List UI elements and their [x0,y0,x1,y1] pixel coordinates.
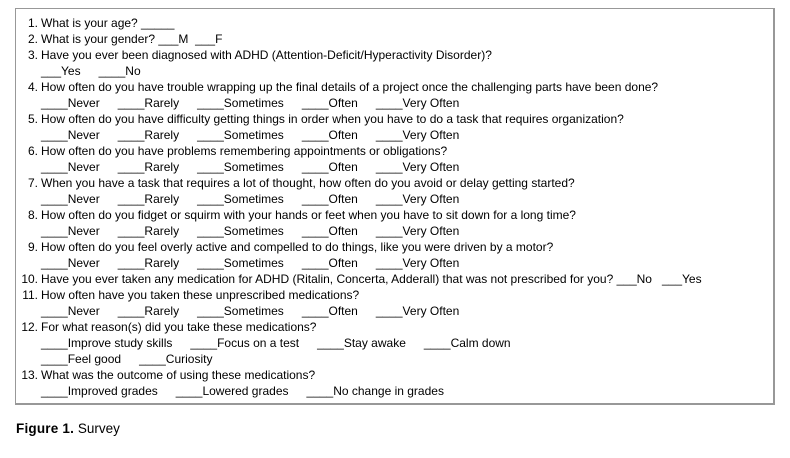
question-number: 4. [27,80,38,94]
question-row [20,47,765,63]
answer-option: ____Very Often [375,256,460,270]
answer-option: ____Calm down [423,336,511,350]
answer-option: ____Sometimes [197,304,284,318]
answer-option: ____Often [301,304,358,318]
answer-option: ____Improve study skills [41,336,173,350]
answer-option: ____Feel good [41,352,122,366]
question-row [20,79,765,95]
answer-row [41,127,765,143]
answer-option: ____Stay awake [317,336,406,350]
answer-option: ____No [98,64,141,78]
question-number: 12. [21,320,38,334]
answer-option: ____Never [41,96,100,110]
answer-row [41,63,765,79]
question-row [20,239,765,255]
question-row [20,319,765,335]
answer-row [41,351,765,367]
answer-option: ____Rarely [117,256,180,270]
question-row [20,15,765,31]
question-row [20,143,765,159]
answer-option: ____Very Often [375,160,460,174]
answer-option: ____Lowered grades [175,384,289,398]
answer-option: ____Often [301,160,358,174]
answer-option: ___Yes [41,64,81,78]
answer-option: ____Often [301,224,358,238]
question-row [20,367,765,383]
answer-option: ____Often [301,96,358,110]
question-text: How often do you have difficulty getting things in order when you have to do a task that requires organization? [41,112,624,126]
answer-option: ____Very Often [375,128,460,142]
answer-option: ____Sometimes [197,192,284,206]
question-row [20,287,765,303]
question-text: How often do you have trouble wrapping up the final details of a project once the challenging parts have been done? [41,80,659,94]
question-row [20,175,765,191]
answer-row [41,191,765,207]
answer-option: ____Rarely [117,160,180,174]
question-text: How often do you fidget or squirm with your hands or feet when you have to sit down for a long time? [41,208,576,222]
answer-option: ____Never [41,128,100,142]
question-row [20,207,765,223]
question-number: 5. [27,112,38,126]
question-text: Have you ever been diagnosed with ADHD (Attention-Deficit/Hyperactivity Disorder)? [41,48,492,62]
question-text: What was the outcome of using these medications? [41,368,316,382]
answer-option: ____Never [41,192,100,206]
answer-option: ____Very Often [375,192,460,206]
answer-option: ____Rarely [117,96,180,110]
answer-row [41,159,765,175]
answer-option: ____Never [41,224,100,238]
answer-option: ____Focus on a test [190,336,300,350]
answer-option: ____Sometimes [197,96,284,110]
question-number: 10. [21,272,38,286]
answer-option: ____Improved grades [41,384,158,398]
question-number: 1. [27,16,38,30]
answer-option: ____Very Often [375,224,460,238]
answer-row [41,255,765,271]
answer-option: ____Sometimes [197,160,284,174]
question-text: Have you ever taken any medication for ADHD (Ritalin, Concerta, Adderall) that was not prescribed for you? ___No ___Yes [41,272,702,286]
question-number: 9. [27,240,38,254]
question-text: How often do you feel overly active and compelled to do things, like you were driven by a motor? [41,240,554,254]
question-number: 3. [27,48,38,62]
answer-option: ____Never [41,160,100,174]
answer-row [41,95,765,111]
answer-option: ____Rarely [117,128,180,142]
figure-caption-label: Figure 1. [16,421,75,436]
question-row [20,271,765,287]
answer-option: ____Very Often [375,96,460,110]
answer-option: ____Never [41,256,100,270]
answer-option: ____Curiosity [139,352,213,366]
answer-option: ____Often [301,192,358,206]
answer-row [41,303,765,319]
question-text: For what reason(s) did you take these medications? [41,320,317,334]
question-number: 11. [22,288,38,302]
question-number: 13. [21,368,38,382]
question-text: What is your age? _____ [41,16,175,30]
answer-option: ____Rarely [117,192,180,206]
answer-option: ____Often [301,256,358,270]
answer-row [41,223,765,239]
answer-option: ____Rarely [117,304,180,318]
question-row [20,111,765,127]
survey-figure-box [15,8,775,405]
figure-caption [16,420,120,438]
figure-caption-title: Survey [77,421,120,436]
answer-option: ____Sometimes [197,224,284,238]
question-list [20,15,765,399]
question-number: 2. [27,32,38,46]
question-row [20,31,765,47]
answer-option: ____Sometimes [197,256,284,270]
answer-option: ____Rarely [117,224,180,238]
answer-option: ____Never [41,304,100,318]
question-number: 7. [27,176,38,190]
answer-option: ____Often [301,128,358,142]
question-text: When you have a task that requires a lot of thought, how often do you avoid or delay getting started? [41,176,575,190]
answer-option: ____No change in grades [306,384,444,398]
question-text: What is your gender? ___M ___F [41,32,223,46]
answer-row [41,383,765,399]
question-text: How often have you taken these unprescribed medications? [41,288,360,302]
question-number: 6. [27,144,38,158]
answer-option: ____Sometimes [197,128,284,142]
answer-option: ____Very Often [375,304,460,318]
question-number: 8. [27,208,38,222]
answer-row [41,335,765,351]
question-text: How often do you have problems remembering appointments or obligations? [41,144,448,158]
